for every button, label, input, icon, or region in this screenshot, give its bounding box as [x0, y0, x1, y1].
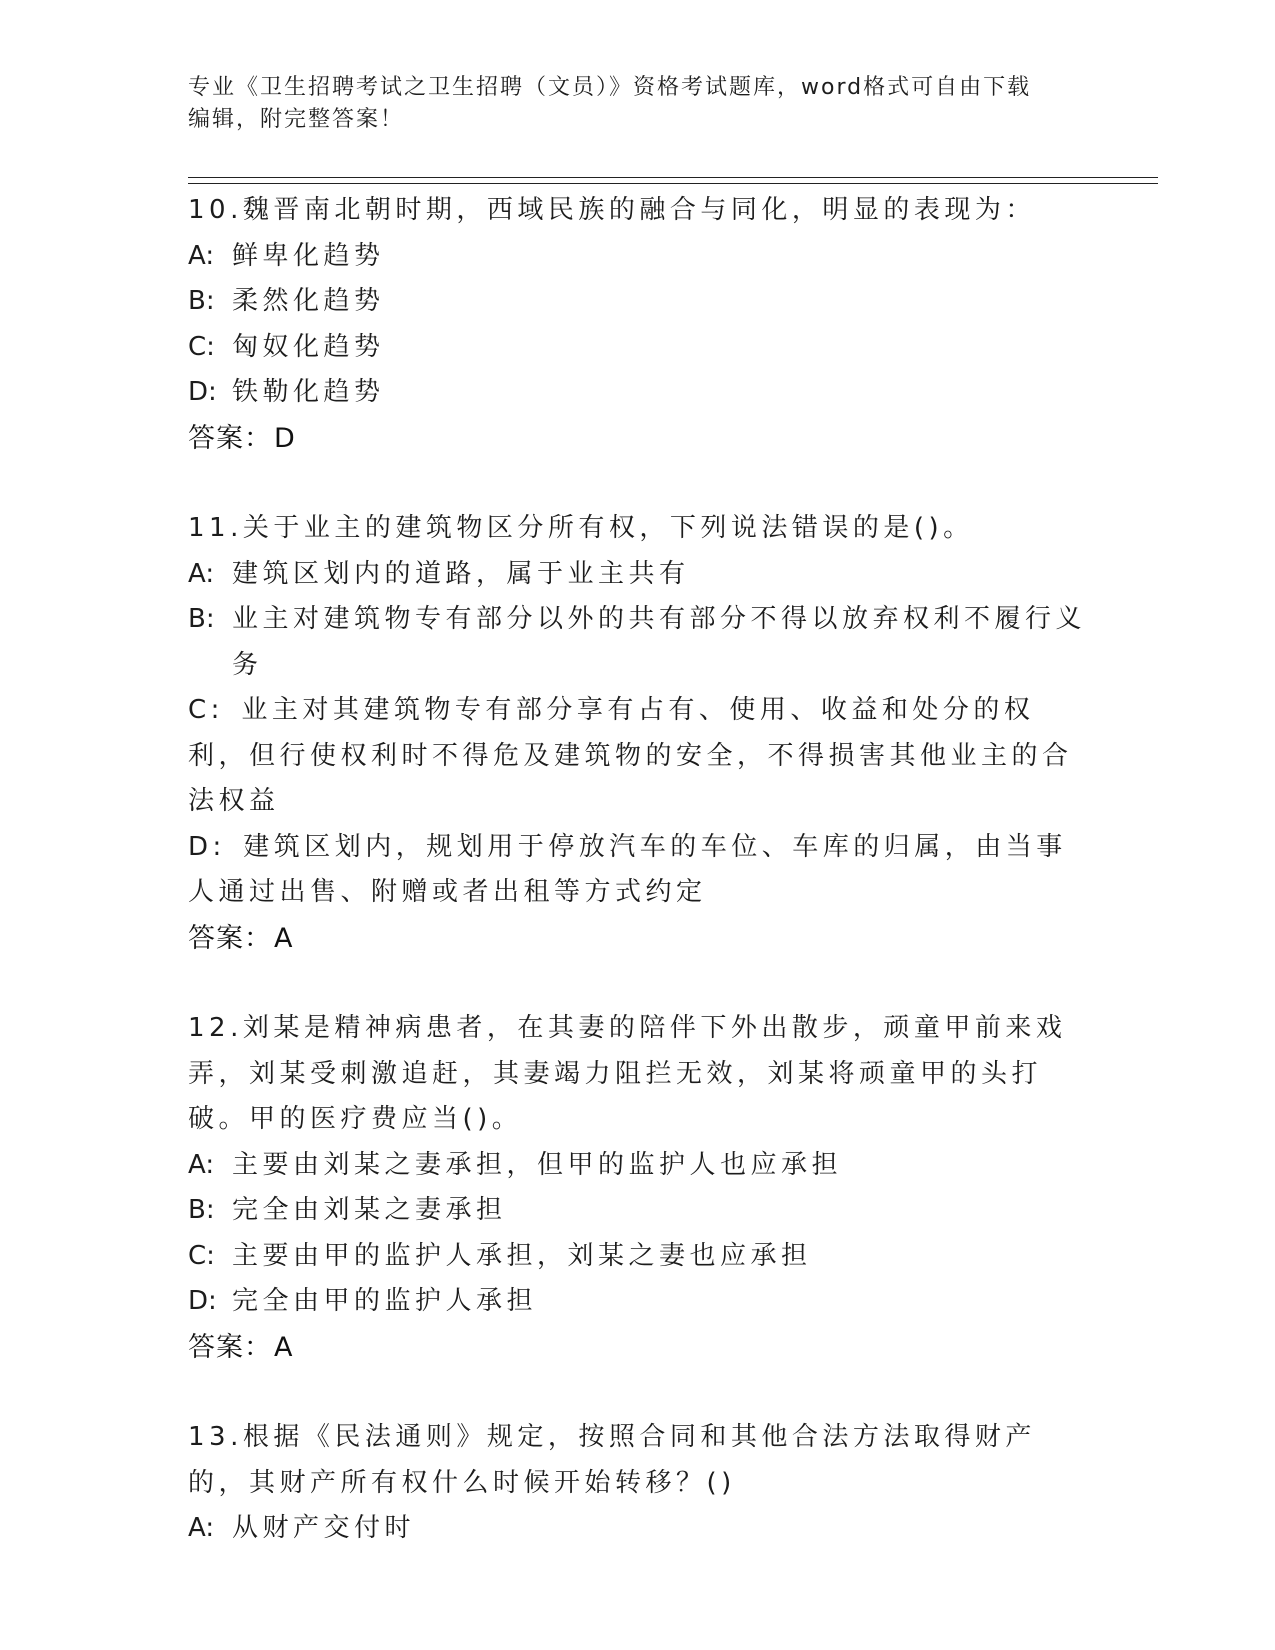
option-letter: C: — [188, 1240, 215, 1271]
option-text: 业主对建筑物专有部分以外的共有部分不得以放弃权利不履行义务 — [232, 604, 1087, 680]
header-divider-top — [188, 177, 1158, 178]
question-12 — [188, 1006, 1088, 1370]
option-c — [188, 325, 1088, 371]
option-a — [188, 234, 1088, 280]
option-text: 业主对其建筑物专有部分享有占有、使用、收益和处分的权利，但行使权利时不得危及建筑物的安全，不得损害其他业主的合法权益 — [188, 695, 1073, 816]
question-stem: 13.根据《民法通则》规定，按照合同和其他合法方法取得财产的，其财产所有权什么时候开始转移？() — [188, 1422, 1036, 1498]
option-b — [188, 1188, 1088, 1234]
answer-value: A — [274, 1331, 294, 1363]
option-c — [188, 1234, 1088, 1280]
answer-line — [188, 916, 1088, 962]
option-d — [188, 370, 1088, 416]
question-stem: 12.刘某是精神病患者，在其妻的陪伴下外出散步，顽童甲前来戏弄，刘某受刺激追赶，其妻竭力阻拦无效，刘某将顽童甲的头打破。甲的医疗费应当()。 — [188, 1013, 1067, 1134]
option-letter: A: — [188, 1513, 215, 1543]
option-letter: D: — [188, 377, 217, 407]
option-letter: D: — [188, 1286, 217, 1316]
header-title-line-2: 编辑，附完整答案！ — [188, 107, 405, 132]
option-text: 完全由刘某之妻承担 — [232, 1195, 507, 1225]
option-text: 铁勒化趋势 — [232, 377, 385, 407]
option-letter: C: — [188, 695, 224, 725]
question-13 — [188, 1415, 1088, 1552]
answer-label: 答案： — [188, 922, 272, 954]
option-text: 建筑区划内的道路，属于业主共有 — [232, 558, 690, 589]
option-text: 完全由甲的监护人承担 — [232, 1286, 538, 1316]
answer-line — [188, 1325, 1088, 1371]
option-c — [188, 688, 1088, 825]
header-title-line-1: 专业《卫生招聘考试之卫生招聘（文员）》资格考试题库，word格式可自由下载 — [188, 75, 1032, 100]
option-text: 鲜卑化趋势 — [232, 240, 385, 271]
answer-label: 答案： — [188, 422, 272, 454]
option-letter: B: — [188, 604, 215, 634]
answer-value: D — [274, 422, 296, 454]
answer-value: A — [274, 922, 294, 954]
option-a — [188, 1143, 1088, 1189]
answer-label: 答案： — [188, 1331, 272, 1363]
document-header — [188, 72, 1088, 136]
option-d — [188, 1279, 1088, 1325]
option-a — [188, 552, 1088, 598]
question-stem: 11.关于业主的建筑物区分所有权，下列说法错误的是()。 — [188, 513, 974, 543]
option-letter: B: — [188, 286, 215, 316]
option-letter: A: — [188, 240, 215, 271]
question-10 — [188, 188, 1088, 461]
option-text: 从财产交付时 — [232, 1513, 416, 1543]
question-stem: 10.魏晋南北朝时期，西域民族的融合与同化，明显的表现为： — [188, 195, 1036, 225]
answer-line — [188, 416, 1088, 462]
option-text: 柔然化趋势 — [232, 286, 385, 316]
option-text: 主要由刘某之妻承担，但甲的监护人也应承担 — [232, 1149, 843, 1180]
question-list — [188, 188, 1088, 1597]
option-text: 主要由甲的监护人承担，刘某之妻也应承担 — [232, 1240, 812, 1271]
option-a — [188, 1506, 1088, 1552]
option-d — [188, 825, 1088, 916]
option-letter: A: — [188, 1149, 215, 1180]
option-letter: C: — [188, 331, 215, 362]
option-letter: A: — [188, 558, 215, 589]
question-11 — [188, 506, 1088, 961]
option-text: 建筑区划内，规划用于停放汽车的车位、车库的归属，由当事人通过出售、附赠或者出租等方式约定 — [188, 831, 1067, 907]
option-letter: B: — [188, 1195, 215, 1225]
option-b — [188, 597, 1088, 688]
header-divider-bottom — [188, 183, 1158, 184]
option-b — [188, 279, 1088, 325]
option-letter: D: — [188, 831, 226, 862]
option-text: 匈奴化趋势 — [232, 331, 385, 362]
